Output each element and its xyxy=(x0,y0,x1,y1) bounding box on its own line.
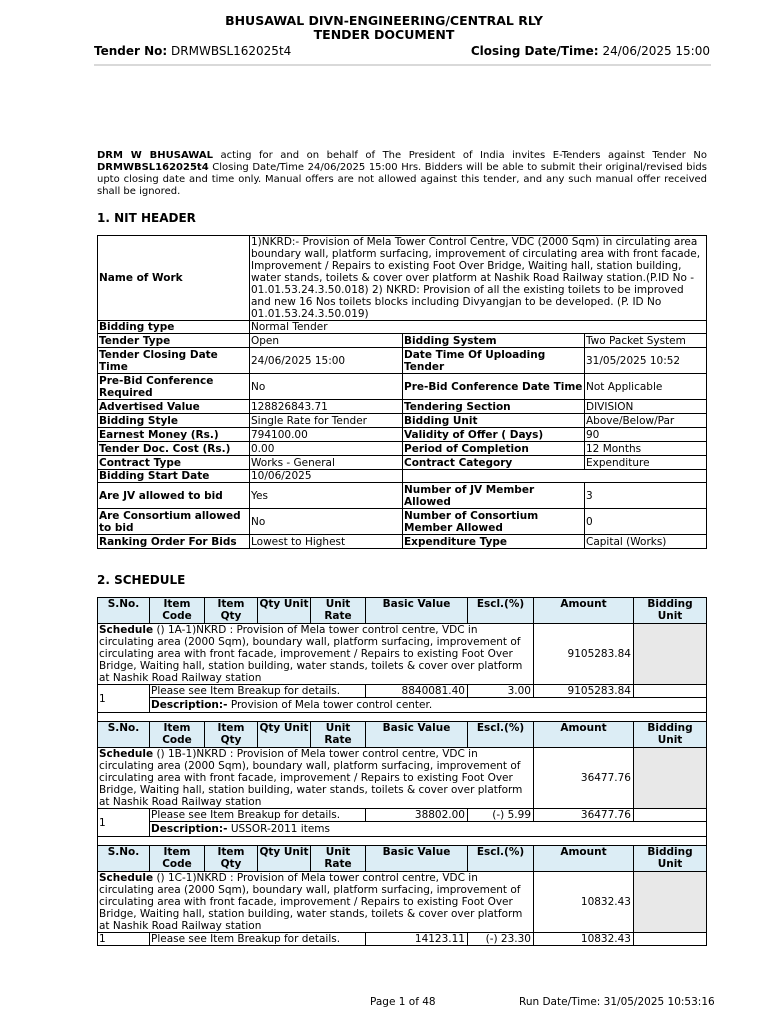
schedule-title-row xyxy=(98,624,707,685)
field-value: 3 xyxy=(585,483,707,509)
bidding-type-value: Normal Tender xyxy=(250,321,707,334)
item-basic-value: 14123.11 xyxy=(366,933,468,946)
item-amount: 9105283.84 xyxy=(534,685,634,698)
field-label: Pre-Bid Conference Required xyxy=(98,374,250,400)
item-row xyxy=(98,809,707,822)
col-escl-header: Escl.(%) xyxy=(468,722,534,748)
col-qty-unit-header: Qty Unit xyxy=(258,598,311,624)
field-label: Bidding System xyxy=(403,334,585,348)
nit-row xyxy=(98,442,707,456)
item-escl: (-) 5.99 xyxy=(468,809,534,822)
schedule-bidding-unit xyxy=(634,624,707,685)
schedule-heading: 2. SCHEDULE xyxy=(97,573,186,587)
field-value: Two Packet System xyxy=(585,334,707,348)
field-value: 90 xyxy=(585,428,707,442)
col-amount-header: Amount xyxy=(534,722,634,748)
intro-org: DRM W BHUSAWAL xyxy=(97,150,213,161)
field-value: 12 Months xyxy=(585,442,707,456)
closing-label: Closing Date/Time: xyxy=(470,44,599,58)
description-text: USSOR-2011 items xyxy=(230,823,331,835)
item-text: Please see Item Breakup for details. xyxy=(150,809,366,822)
field-label: Tendering Section xyxy=(403,400,585,414)
schedule-title xyxy=(98,624,534,685)
field-value: 128826843.71 xyxy=(250,400,403,414)
spacer-cell xyxy=(98,837,707,846)
field-value: Lowest to Highest xyxy=(250,535,403,549)
item-bidding-unit xyxy=(634,809,707,822)
field-label: Are Consortium allowed to bid xyxy=(98,509,250,535)
field-label: Ranking Order For Bids xyxy=(98,535,250,549)
item-escl: (-) 23.30 xyxy=(468,933,534,946)
field-label: Number of Consortium Member Allowed xyxy=(403,509,585,535)
closing-value: 24/06/2025 15:00 xyxy=(602,44,710,58)
description-text: Provision of Mela tower control center. xyxy=(230,699,433,711)
item-basic-value: 8840081.40 xyxy=(366,685,468,698)
col-item-qty-header: Item Qty xyxy=(205,722,258,748)
item-bidding-unit xyxy=(634,933,707,946)
field-label: Validity of Offer ( Days) xyxy=(403,428,585,442)
empty-cell xyxy=(403,470,707,483)
col-qty-unit-header: Qty Unit xyxy=(258,846,311,872)
col-amount-header: Amount xyxy=(534,846,634,872)
nit-row xyxy=(98,428,707,442)
field-label: Date Time Of Uploading Tender xyxy=(403,348,585,374)
field-value: 31/05/2025 10:52 xyxy=(585,348,707,374)
field-label: Bidding Unit xyxy=(403,414,585,428)
schedule-bidding-unit xyxy=(634,872,707,933)
bidding-start-value: 10/06/2025 xyxy=(250,470,403,483)
document-title: BHUSAWAL DIVN-ENGINEERING/CENTRAL RLY xyxy=(225,13,543,28)
field-label: Expenditure Type xyxy=(403,535,585,549)
item-text: Please see Item Breakup for details. xyxy=(150,933,366,946)
col-escl-header: Escl.(%) xyxy=(468,846,534,872)
item-amount: 36477.76 xyxy=(534,809,634,822)
field-label: Tender Type xyxy=(98,334,250,348)
schedule-description: () 1B-1)NKRD : Provision of Mela tower control centre, VDC in circulating area (2000 Sqm), boundary wall, platform surfacing, improvement of circulating area with front facade, improvement / Repairs to existing Foot Over Bridge, Waiting hall, station building, water stands, toilets & cover over platform at Nashik Road Railway station xyxy=(99,748,523,808)
item-text: Please see Item Breakup for details. xyxy=(150,685,366,698)
item-amount: 10832.43 xyxy=(534,933,634,946)
schedule-table xyxy=(97,597,707,946)
col-bidding-unit-header: Bidding Unit xyxy=(634,598,707,624)
nit-row xyxy=(98,470,707,483)
col-unit-rate-header: Unit Rate xyxy=(311,598,366,624)
field-value: No xyxy=(250,374,403,400)
field-value: Single Rate for Tender xyxy=(250,414,403,428)
header-divider xyxy=(94,64,711,66)
name-of-work-label: Name of Work xyxy=(98,236,250,321)
nit-row xyxy=(98,535,707,549)
item-sno: 1 xyxy=(98,933,150,946)
page-number: Page 1 of 48 xyxy=(370,996,436,1008)
schedule-title xyxy=(98,748,534,809)
col-basic-value-header: Basic Value xyxy=(366,722,468,748)
field-label: Are JV allowed to bid xyxy=(98,483,250,509)
field-value: No xyxy=(250,509,403,535)
item-sno: 1 xyxy=(98,809,150,837)
field-value: Yes xyxy=(250,483,403,509)
col-unit-rate-header: Unit Rate xyxy=(311,722,366,748)
nit-header-heading: 1. NIT HEADER xyxy=(97,211,196,225)
schedule-description: () 1A-1)NKRD : Provision of Mela tower control centre, VDC in circulating area (2000 Sqm), boundary wall, platform surfacing, improvement of circulating area with front facade, improvement / Repairs to existing Foot Over Bridge, Waiting hall, station building, water stands, toilets & cover over platform at Nashik Road Railway station xyxy=(99,624,523,684)
intro-paragraph xyxy=(97,150,707,198)
field-value: Not Applicable xyxy=(585,374,707,400)
schedule-header-row xyxy=(98,846,707,872)
col-unit-rate-header: Unit Rate xyxy=(311,846,366,872)
col-qty-unit-header: Qty Unit xyxy=(258,722,311,748)
nit-row xyxy=(98,374,707,400)
field-label: Contract Type xyxy=(98,456,250,470)
field-value: 0 xyxy=(585,509,707,535)
col-basic-value-header: Basic Value xyxy=(366,846,468,872)
col-item-code-header: Item Code xyxy=(150,722,205,748)
field-value: Above/Below/Par xyxy=(585,414,707,428)
col-sno-header: S.No. xyxy=(98,846,150,872)
item-row xyxy=(98,933,707,946)
field-label: Bidding Style xyxy=(98,414,250,428)
field-value: Works - General xyxy=(250,456,403,470)
intro-text-1: acting for and on behalf of The President of India invites E-Tenders against Tender No xyxy=(212,150,708,161)
field-label: Contract Category xyxy=(403,456,585,470)
field-value: DIVISION xyxy=(585,400,707,414)
intro-tender-no: DRMWBSL162025t4 xyxy=(97,162,209,173)
col-bidding-unit-header: Bidding Unit xyxy=(634,722,707,748)
schedule-title-row xyxy=(98,872,707,933)
field-label: Pre-Bid Conference Date Time xyxy=(403,374,585,400)
field-value: 0.00 xyxy=(250,442,403,456)
nit-row xyxy=(98,483,707,509)
col-basic-value-header: Basic Value xyxy=(366,598,468,624)
tender-no-label: Tender No: xyxy=(94,44,168,58)
schedule-label: Schedule xyxy=(99,872,154,884)
col-amount-header: Amount xyxy=(534,598,634,624)
item-bidding-unit xyxy=(634,685,707,698)
description-row xyxy=(98,698,707,713)
nit-table xyxy=(97,235,707,549)
nit-row xyxy=(98,236,707,321)
col-sno-header: S.No. xyxy=(98,722,150,748)
bidding-type-label: Bidding type xyxy=(98,321,250,334)
name-of-work-value: 1)NKRD:- Provision of Mela Tower Control Centre, VDC (2000 Sqm) in circulating area boundary wall, platform surfacing, improvement of circulating area with front facade, Improvement / Repairs to existing Foot Over Bridge, Waiting hall, station building, water stands, toilets & cover over platform at Nashik Road Railway station.(P.ID No - 01.01.53.24.3.50.018) 2) NKRD: Provision of all the existing toilets to be improved and new 16 Nos toilets blocks including Divyangjan to be developed. (P. ID No 01.01.53.24.3.50.019) xyxy=(250,236,707,321)
item-row xyxy=(98,685,707,698)
schedule-label: Schedule xyxy=(99,624,154,636)
bidding-start-label: Bidding Start Date xyxy=(98,470,250,483)
spacer-row xyxy=(98,837,707,846)
schedule-amount: 9105283.84 xyxy=(534,624,634,685)
item-escl: 3.00 xyxy=(468,685,534,698)
schedule-bidding-unit xyxy=(634,748,707,809)
item-sno: 1 xyxy=(98,685,150,713)
spacer-cell xyxy=(98,713,707,722)
schedule-title xyxy=(98,872,534,933)
field-value: Expenditure xyxy=(585,456,707,470)
field-value: Capital (Works) xyxy=(585,535,707,549)
nit-row xyxy=(98,509,707,535)
field-label: Tender Closing Date Time xyxy=(98,348,250,374)
nit-row xyxy=(98,400,707,414)
nit-row xyxy=(98,348,707,374)
field-label: Earnest Money (Rs.) xyxy=(98,428,250,442)
schedule-amount: 10832.43 xyxy=(534,872,634,933)
schedule-header-row xyxy=(98,598,707,624)
item-basic-value: 38802.00 xyxy=(366,809,468,822)
col-item-qty-header: Item Qty xyxy=(205,846,258,872)
field-label: Number of JV Member Allowed xyxy=(403,483,585,509)
schedule-amount: 36477.76 xyxy=(534,748,634,809)
schedule-header-row xyxy=(98,722,707,748)
schedule-description: () 1C-1)NKRD : Provision of Mela tower control centre, VDC in circulating area (2000 Sqm), boundary wall, platform surfacing, improvement of circulating area with front facade, improvement / Repairs to existing Foot Over Bridge, Waiting hall, station building, water stands, toilets & cover over platform at Nashik Road Railway station xyxy=(99,872,523,932)
col-item-code-header: Item Code xyxy=(150,598,205,624)
document-subtitle: TENDER DOCUMENT xyxy=(313,27,455,42)
nit-row xyxy=(98,414,707,428)
field-label: Tender Doc. Cost (Rs.) xyxy=(98,442,250,456)
item-description xyxy=(150,698,707,713)
item-description xyxy=(150,822,707,837)
spacer-row xyxy=(98,713,707,722)
col-bidding-unit-header: Bidding Unit xyxy=(634,846,707,872)
nit-row xyxy=(98,334,707,348)
intro-text-2: Closing Date/Time 24/06/2025 15:00 Hrs. Bidders will be able to submit their original/revised bids upto closing date and time only. Manual offers are not allowed against this tender, and any such manual offer received shall be ignored. xyxy=(97,162,707,197)
col-sno-header: S.No. xyxy=(98,598,150,624)
field-value: 794100.00 xyxy=(250,428,403,442)
field-value: Open xyxy=(250,334,403,348)
description-label: Description:- xyxy=(151,699,228,711)
schedule-title-row xyxy=(98,748,707,809)
schedule-label: Schedule xyxy=(99,748,154,760)
col-item-qty-header: Item Qty xyxy=(205,598,258,624)
description-row xyxy=(98,822,707,837)
field-value: 24/06/2025 15:00 xyxy=(250,348,403,374)
col-item-code-header: Item Code xyxy=(150,846,205,872)
nit-row xyxy=(98,321,707,334)
field-label: Period of Completion xyxy=(403,442,585,456)
col-escl-header: Escl.(%) xyxy=(468,598,534,624)
nit-row xyxy=(98,456,707,470)
tender-no: DRMWBSL162025t4 xyxy=(171,44,292,58)
description-label: Description:- xyxy=(151,823,228,835)
run-datetime: Run Date/Time: 31/05/2025 10:53:16 xyxy=(519,996,715,1008)
field-label: Advertised Value xyxy=(98,400,250,414)
